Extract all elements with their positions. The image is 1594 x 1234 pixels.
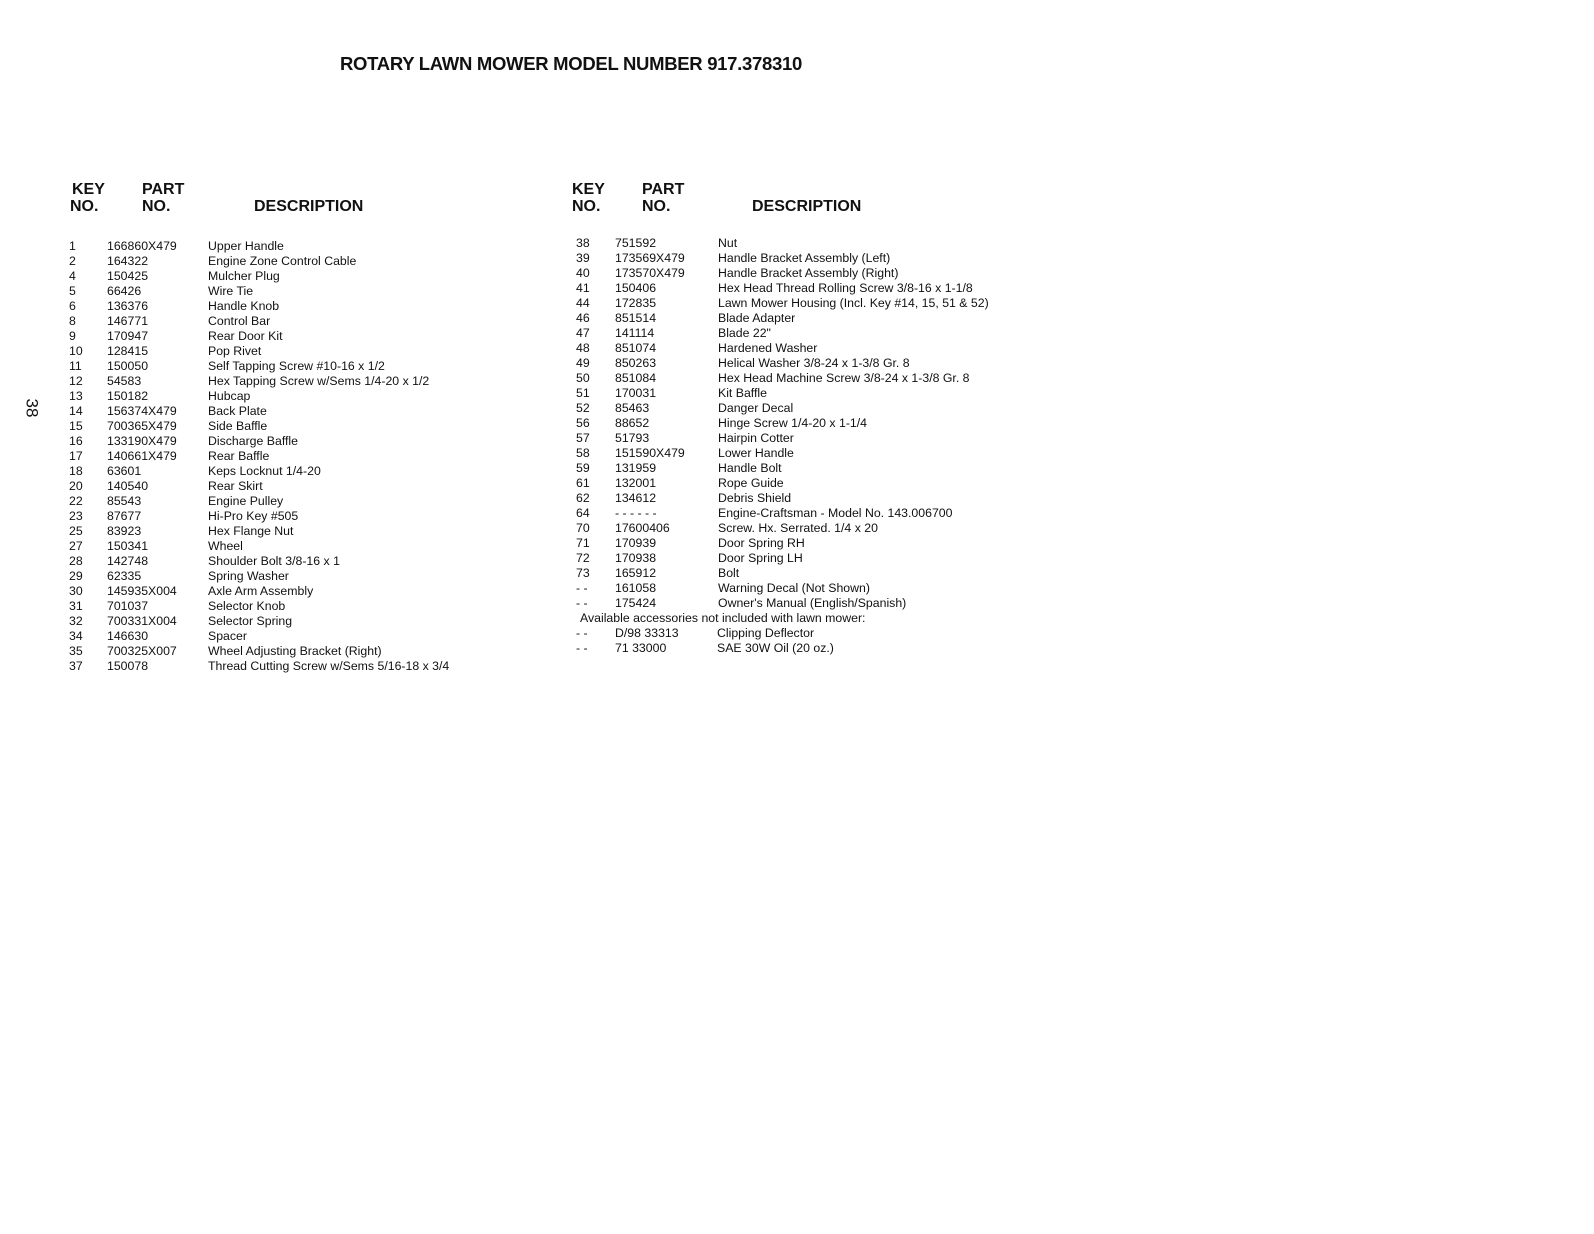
key-no-cell: 27 (69, 539, 83, 553)
part-no-cell: - - - - - - (615, 506, 657, 520)
parts-row (576, 296, 989, 311)
part-no-cell: 142748 (107, 554, 149, 568)
part-no-header-line1: PART (642, 181, 685, 198)
key-no-cell: 20 (69, 479, 83, 493)
part-no-cell: 700365X479 (107, 419, 177, 433)
parts-list-right (576, 236, 989, 656)
parts-row (576, 236, 869, 251)
part-no-cell: 132001 (615, 476, 657, 490)
key-no-header-line2: NO. (572, 198, 601, 215)
part-no-cell: 851084 (615, 371, 657, 385)
page-title: ROTARY LAWN MOWER MODEL NUMBER 917.378310 (340, 53, 802, 74)
description-cell: Warning Decal (Not Shown) (718, 581, 870, 595)
part-no-cell: 133190X479 (107, 434, 177, 448)
parts-row (576, 416, 869, 431)
parts-row (576, 341, 869, 356)
key-no-cell: - - (576, 641, 588, 655)
description-cell: Handle Bolt (718, 461, 782, 475)
key-no-cell: 47 (576, 326, 590, 340)
description-cell: Mulcher Plug (208, 269, 280, 283)
part-no-cell: 851074 (615, 341, 657, 355)
key-no-cell: 49 (576, 356, 590, 370)
key-no-cell: 71 (576, 536, 590, 550)
key-no-cell: 14 (69, 404, 83, 418)
key-no-cell: 34 (69, 629, 83, 643)
key-no-cell: 22 (69, 494, 83, 508)
key-no-cell: 6 (69, 299, 76, 313)
part-no-cell: 173569X479 (615, 251, 685, 265)
description-cell: Selector Spring (208, 614, 293, 628)
key-no-cell: 31 (69, 599, 83, 613)
key-no-header-line1: KEY (572, 181, 605, 198)
key-no-cell: 12 (69, 374, 83, 388)
key-no-cell: 62 (576, 491, 590, 505)
key-no-cell: 61 (576, 476, 590, 490)
description-cell: Blade 22" (718, 326, 771, 340)
part-no-cell: 131959 (615, 461, 657, 475)
key-no-cell: 13 (69, 389, 83, 403)
key-no-cell: 52 (576, 401, 590, 415)
description-cell: Hubcap (208, 389, 251, 403)
description-cell: Self Tapping Screw #10-16 x 1/2 (208, 359, 385, 373)
part-no-cell: 146630 (107, 629, 149, 643)
key-no-cell: 23 (69, 509, 83, 523)
part-no-cell: 150182 (107, 389, 149, 403)
part-no-cell: 150050 (107, 359, 149, 373)
part-no-cell: 701037 (107, 599, 149, 613)
part-no-cell: 140661X479 (107, 449, 177, 463)
part-no-header-line1: PART (142, 181, 185, 198)
description-cell: Pop Rivet (208, 344, 262, 358)
description-cell: Screw. Hx. Serrated. 1/4 x 20 (718, 521, 878, 535)
parts-row (576, 356, 910, 371)
part-no-cell: 700325X007 (107, 644, 177, 658)
key-no-cell: 37 (69, 659, 83, 673)
description-cell: Handle Bracket Assembly (Right) (718, 266, 899, 280)
description-cell: Spring Washer (208, 569, 289, 583)
part-no-cell: 751592 (615, 236, 657, 250)
description-cell: Hex Tapping Screw w/Sems 1/4-20 x 1/2 (208, 374, 430, 388)
part-no-cell: 700331X004 (107, 614, 177, 628)
part-no-cell: 17600406 (615, 521, 670, 535)
parts-row (576, 431, 869, 446)
part-no-cell: 136376 (107, 299, 149, 313)
key-no-cell: 72 (576, 551, 590, 565)
parts-row (576, 641, 869, 656)
key-no-cell: 2 (69, 254, 76, 268)
key-no-cell: - - (576, 581, 588, 595)
part-no-cell: 151590X479 (615, 446, 685, 460)
part-no-cell: 51793 (615, 431, 650, 445)
description-cell: Danger Decal (718, 401, 794, 415)
key-no-cell: 70 (576, 521, 590, 535)
description-cell: Selector Knob (208, 599, 286, 613)
description-cell: Rear Baffle (208, 449, 270, 463)
key-no-cell: 17 (69, 449, 83, 463)
description-cell: Keps Locknut 1/4-20 (208, 464, 321, 478)
part-no-cell: 150341 (107, 539, 149, 553)
parts-row (576, 506, 953, 521)
part-no-cell: 150425 (107, 269, 149, 283)
parts-row (576, 566, 869, 581)
parts-row (576, 581, 870, 596)
description-cell: Thread Cutting Screw w/Sems 5/16-18 x 3/4 (208, 659, 450, 673)
part-no-header-line2: NO. (142, 198, 171, 215)
parts-row (576, 326, 869, 341)
part-no-header-line2: NO. (642, 198, 671, 215)
parts-row (576, 491, 869, 506)
part-no-cell: 170939 (615, 536, 657, 550)
description-cell: Discharge Baffle (208, 434, 298, 448)
description-cell: Spacer (208, 629, 247, 643)
parts-row (576, 536, 869, 551)
key-no-cell: - - (576, 626, 588, 640)
part-no-cell: 851514 (615, 311, 657, 325)
part-no-cell: 165912 (615, 566, 657, 580)
description-cell: Wire Tie (208, 284, 254, 298)
parts-row (576, 461, 869, 476)
part-no-cell: 156374X479 (107, 404, 177, 418)
description-cell: Hairpin Cotter (718, 431, 794, 445)
parts-row (576, 386, 869, 401)
key-no-cell: 38 (576, 236, 590, 250)
part-no-cell: 140540 (107, 479, 149, 493)
description-header: DESCRIPTION (752, 198, 862, 215)
description-cell: Kit Baffle (718, 386, 767, 400)
key-no-cell: 56 (576, 416, 590, 430)
description-cell: Rope Guide (718, 476, 784, 490)
description-cell: Clipping Deflector (717, 626, 815, 640)
description-cell: Bolt (718, 566, 740, 580)
part-no-cell: 850263 (615, 356, 657, 370)
parts-row (576, 446, 869, 461)
key-no-cell: 30 (69, 584, 83, 598)
parts-row (576, 311, 869, 326)
parts-row (576, 251, 891, 266)
description-cell: Lawn Mower Housing (Incl. Key #14, 15, 51 & 52) (718, 296, 989, 310)
key-no-cell: 48 (576, 341, 590, 355)
key-no-cell: 15 (69, 419, 83, 433)
key-no-cell: 1 (69, 239, 76, 253)
page-number: 38 (22, 398, 42, 418)
description-cell: Wheel (208, 539, 243, 553)
key-no-cell: 57 (576, 431, 590, 445)
key-no-cell: 44 (576, 296, 590, 310)
key-no-cell: 5 (69, 284, 76, 298)
description-cell: Owner's Manual (English/Spanish) (718, 596, 907, 610)
description-cell: Control Bar (208, 314, 271, 328)
description-cell: Hex Flange Nut (208, 524, 294, 538)
part-no-cell: 71 33000 (615, 641, 667, 655)
key-no-header-line1: KEY (72, 181, 105, 198)
key-no-cell: 64 (576, 506, 590, 520)
key-no-cell: 73 (576, 566, 590, 580)
key-no-cell: 46 (576, 311, 590, 325)
part-no-cell: 164322 (107, 254, 149, 268)
part-no-cell: 128415 (107, 344, 149, 358)
description-cell: Axle Arm Assembly (208, 584, 314, 598)
part-no-cell: 161058 (615, 581, 657, 595)
description-cell: Nut (718, 236, 738, 250)
key-no-cell: 10 (69, 344, 83, 358)
part-no-cell: 87677 (107, 509, 142, 523)
key-no-cell: 9 (69, 329, 76, 343)
key-no-header-line2: NO. (70, 198, 99, 215)
key-no-cell: 28 (69, 554, 83, 568)
description-cell: Side Baffle (208, 419, 268, 433)
key-no-cell: 11 (69, 359, 82, 373)
part-no-cell: 134612 (615, 491, 657, 505)
part-no-cell: 172835 (615, 296, 657, 310)
description-cell: Upper Handle (208, 239, 284, 253)
parts-row (576, 401, 869, 416)
parts-row (576, 476, 869, 491)
part-no-cell: 88652 (615, 416, 650, 430)
key-no-cell: 58 (576, 446, 590, 460)
description-cell: Shoulder Bolt 3/8-16 x 1 (208, 554, 340, 568)
part-no-cell: 141114 (615, 326, 655, 340)
part-no-cell: 170938 (615, 551, 657, 565)
part-no-cell: 166860X479 (107, 239, 177, 253)
description-cell: Engine Pulley (208, 494, 284, 508)
description-cell: Door Spring RH (718, 536, 805, 550)
parts-row (576, 266, 899, 281)
parts-row (576, 596, 907, 611)
key-no-cell: 35 (69, 644, 83, 658)
key-no-cell: 29 (69, 569, 83, 583)
description-cell: Rear Skirt (208, 479, 263, 493)
description-cell: Hardened Washer (718, 341, 818, 355)
key-no-cell: - - (576, 596, 588, 610)
parts-row (576, 551, 869, 566)
description-cell: Blade Adapter (718, 311, 796, 325)
key-no-cell: 39 (576, 251, 590, 265)
part-no-cell: 85463 (615, 401, 650, 415)
key-no-cell: 51 (576, 386, 590, 400)
key-no-cell: 25 (69, 524, 83, 538)
part-no-cell: 173570X479 (615, 266, 685, 280)
parts-row (576, 281, 973, 296)
key-no-cell: 16 (69, 434, 83, 448)
part-no-cell: 175424 (615, 596, 657, 610)
description-cell: Wheel Adjusting Bracket (Right) (208, 644, 382, 658)
parts-row (576, 521, 878, 536)
description-cell: Debris Shield (718, 491, 792, 505)
accessories-note: Available accessories not included with lawn mower: (580, 611, 866, 625)
description-cell: Rear Door Kit (208, 329, 283, 343)
key-no-cell: 8 (69, 314, 76, 328)
key-no-cell: 41 (576, 281, 590, 295)
part-no-cell: 63601 (107, 464, 142, 478)
part-no-cell: 170031 (615, 386, 657, 400)
description-cell: Door Spring LH (718, 551, 803, 565)
description-cell: Hi-Pro Key #505 (208, 509, 299, 523)
part-no-cell: 150078 (107, 659, 149, 673)
key-no-cell: 4 (69, 269, 76, 283)
part-no-cell: 54583 (107, 374, 142, 388)
description-cell: Back Plate (208, 404, 267, 418)
part-no-cell: 83923 (107, 524, 142, 538)
description-cell: Engine-Craftsman - Model No. 143.006700 (718, 506, 953, 520)
description-cell: Hex Head Machine Screw 3/8-24 x 1-3/8 Gr. 8 (718, 371, 970, 385)
part-no-cell: 170947 (107, 329, 149, 343)
part-no-cell: 66426 (107, 284, 142, 298)
key-no-cell: 59 (576, 461, 590, 475)
part-no-cell: 145935X004 (107, 584, 177, 598)
parts-row (576, 626, 869, 641)
description-cell: Hinge Screw 1/4-20 x 1-1/4 (718, 416, 868, 430)
description-cell: SAE 30W Oil (20 oz.) (717, 641, 834, 655)
description-cell: Handle Bracket Assembly (Left) (718, 251, 891, 265)
part-no-cell: D/98 33313 (615, 626, 679, 640)
description-cell: Handle Knob (208, 299, 280, 313)
parts-row (576, 371, 970, 386)
part-no-cell: 146771 (107, 314, 149, 328)
description-cell: Helical Washer 3/8-24 x 1-3/8 Gr. 8 (718, 356, 910, 370)
description-header: DESCRIPTION (254, 198, 364, 215)
description-cell: Hex Head Thread Rolling Screw 3/8-16 x 1-1/8 (718, 281, 973, 295)
key-no-cell: 32 (69, 614, 83, 628)
part-no-cell: 150406 (615, 281, 657, 295)
key-no-cell: 18 (69, 464, 83, 478)
key-no-cell: 40 (576, 266, 590, 280)
description-cell: Engine Zone Control Cable (208, 254, 357, 268)
part-no-cell: 62335 (107, 569, 142, 583)
part-no-cell: 85543 (107, 494, 142, 508)
description-cell: Lower Handle (718, 446, 794, 460)
key-no-cell: 50 (576, 371, 590, 385)
